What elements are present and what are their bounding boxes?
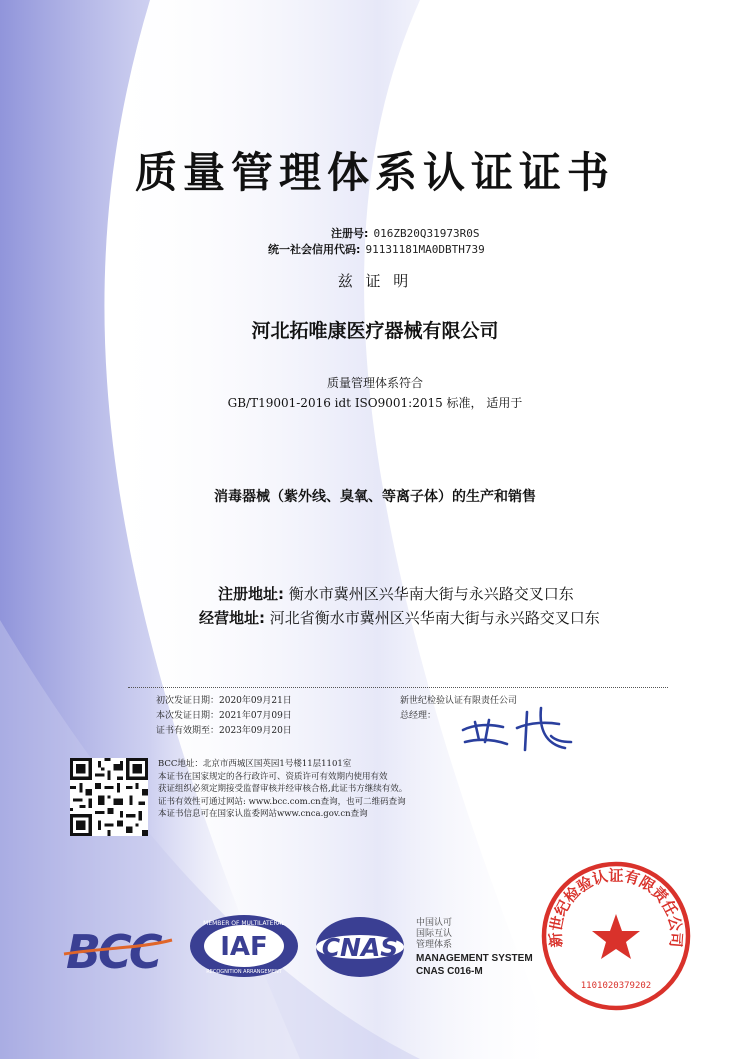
cnas-english-labels — [416, 952, 533, 978]
registration-value: 016ZB20Q31973R0S — [373, 227, 480, 240]
dotted-divider — [128, 687, 668, 688]
valid-until-date: 证书有效期至：2023年09月20日 — [156, 726, 292, 736]
operating-address — [199, 607, 600, 628]
cnas-logo — [310, 914, 410, 980]
first-issue-date: 初次发证日期：2020年09月21日 — [156, 696, 292, 706]
operating-address-value: 河北省衡水市冀州区兴华南大街与永兴路交叉口东 — [269, 609, 600, 627]
seal-arc-path: 新世纪检验认证有限责任公司 — [546, 866, 686, 949]
bcc-logo-text: BCC — [66, 925, 160, 978]
iaf-bottom-text: RECOGNITION ARRANGEMENT — [206, 969, 282, 975]
current-issue-date: 本次发证日期：2021年07月09日 — [156, 711, 292, 721]
note-line-5: 本证书信息可在国家认监委网站www.cnca.gov.cn查询 — [158, 809, 368, 819]
cnas-cn-line-3: 管理体系 — [416, 939, 453, 949]
management-system-text: MANAGEMENT SYSTEM — [416, 953, 533, 964]
registration-label: 注册号: — [331, 227, 369, 240]
operating-address-label: 经营地址: — [199, 609, 265, 627]
note-line-1: BCC地址：北京市西城区国英园1号楼11层1101室 — [158, 759, 352, 769]
cnas-cn-line-1: 中国认可 — [416, 917, 453, 927]
credit-code-label: 统一社会信用代码: — [268, 243, 361, 256]
cnas-logo-text: CNAS — [321, 933, 399, 962]
note-line-3: 获证组织必须定期接受监督审核并经审核合格,此证书方继续有效。 — [158, 784, 408, 794]
iaf-logo — [188, 913, 300, 979]
manager-label: 总经理： — [400, 711, 437, 721]
cnas-cn-line-2: 国际互认 — [416, 928, 453, 938]
certificate-notes — [158, 758, 407, 821]
registered-address-value: 衡水市冀州区兴华南大街与永兴路交叉口东 — [288, 585, 574, 603]
seal-star-icon — [592, 914, 640, 959]
certificate-title: 质量管理体系认证证书 — [134, 148, 615, 197]
company-seal — [540, 860, 692, 1012]
bcc-logo — [62, 918, 174, 978]
certification-scope: 消毒器械（紫外线、臭氧、等离子体）的生产和销售 — [214, 489, 536, 505]
conformity-line-2: GB/T19001-2016 idt ISO9001:2015 标准， 适用于 — [227, 396, 523, 410]
note-line-4: 证书有效性可通过网站: www.bcc.com.cn查询，也可二维码查询 — [158, 796, 406, 807]
registered-address — [218, 583, 574, 604]
issue-dates — [156, 694, 292, 739]
certify-text: 兹 证 明 — [337, 272, 413, 290]
credit-code — [268, 238, 485, 257]
manager-signature — [455, 700, 585, 760]
iaf-mid-text: IAF — [220, 932, 268, 962]
credit-code-value: 91131181MA0DBTH739 — [365, 243, 485, 256]
cnas-chinese-labels — [416, 917, 452, 950]
company-name: 河北拓唯康医疗器械有限公司 — [251, 320, 499, 342]
iaf-top-text: MEMBER OF MULTILATERAL — [203, 920, 285, 927]
qr-code[interactable] — [70, 758, 148, 836]
seal-number: 1101020379202 — [580, 981, 652, 991]
note-line-2: 本证书在国家规定的各行政许可、资质许可有效期内使用有效 — [158, 771, 388, 782]
issuer-company: 新世纪检验认证有限责任公司 — [400, 696, 518, 706]
cnas-code-text: CNAS C016-M — [416, 966, 483, 977]
conformity-line-1: 质量管理体系符合 — [326, 376, 423, 390]
registered-address-label: 注册地址: — [218, 585, 284, 603]
